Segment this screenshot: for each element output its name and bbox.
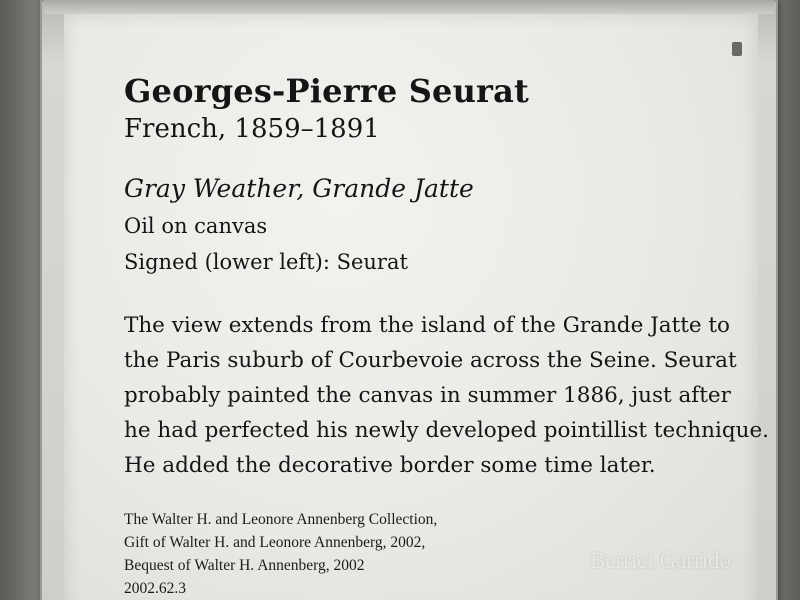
credit-line-text: Bequest of Walter H. Annenberg, 2002 bbox=[124, 557, 365, 574]
description-line: he had perfected his newly developed pointillist technique. bbox=[124, 418, 770, 443]
description-line: The view extends from the island of the Grande Jatte to bbox=[124, 313, 730, 338]
credit-line-text: Gift of Walter H. and Leonore Annenberg, 2002, bbox=[124, 534, 426, 551]
artwork-description bbox=[124, 308, 769, 483]
artwork-title: Gray Weather, Grande Jatte bbox=[124, 174, 474, 203]
description-line: probably painted the canvas in summer 1886, just after bbox=[124, 383, 731, 408]
artwork-signature: Signed (lower left): Seurat bbox=[124, 250, 408, 274]
description-line: He added the decorative border some time later. bbox=[124, 453, 656, 478]
frame-top-edge bbox=[44, 0, 774, 14]
artwork-medium: Oil on canvas bbox=[124, 214, 268, 238]
artist-name: Georges-Pierre Seurat bbox=[124, 72, 530, 110]
photographer-watermark: Berriel Garrido bbox=[590, 548, 732, 573]
description-line: the Paris suburb of Courbevoie across the Seine. Seurat bbox=[124, 348, 737, 373]
credit-line bbox=[124, 508, 437, 600]
frame-clip bbox=[732, 42, 742, 56]
credit-line-text: The Walter H. and Leonore Annenberg Collection, bbox=[124, 511, 438, 528]
accession-number: 2002.62.3 bbox=[124, 580, 186, 597]
artist-nationality-dates: French, 1859–1891 bbox=[124, 114, 380, 144]
